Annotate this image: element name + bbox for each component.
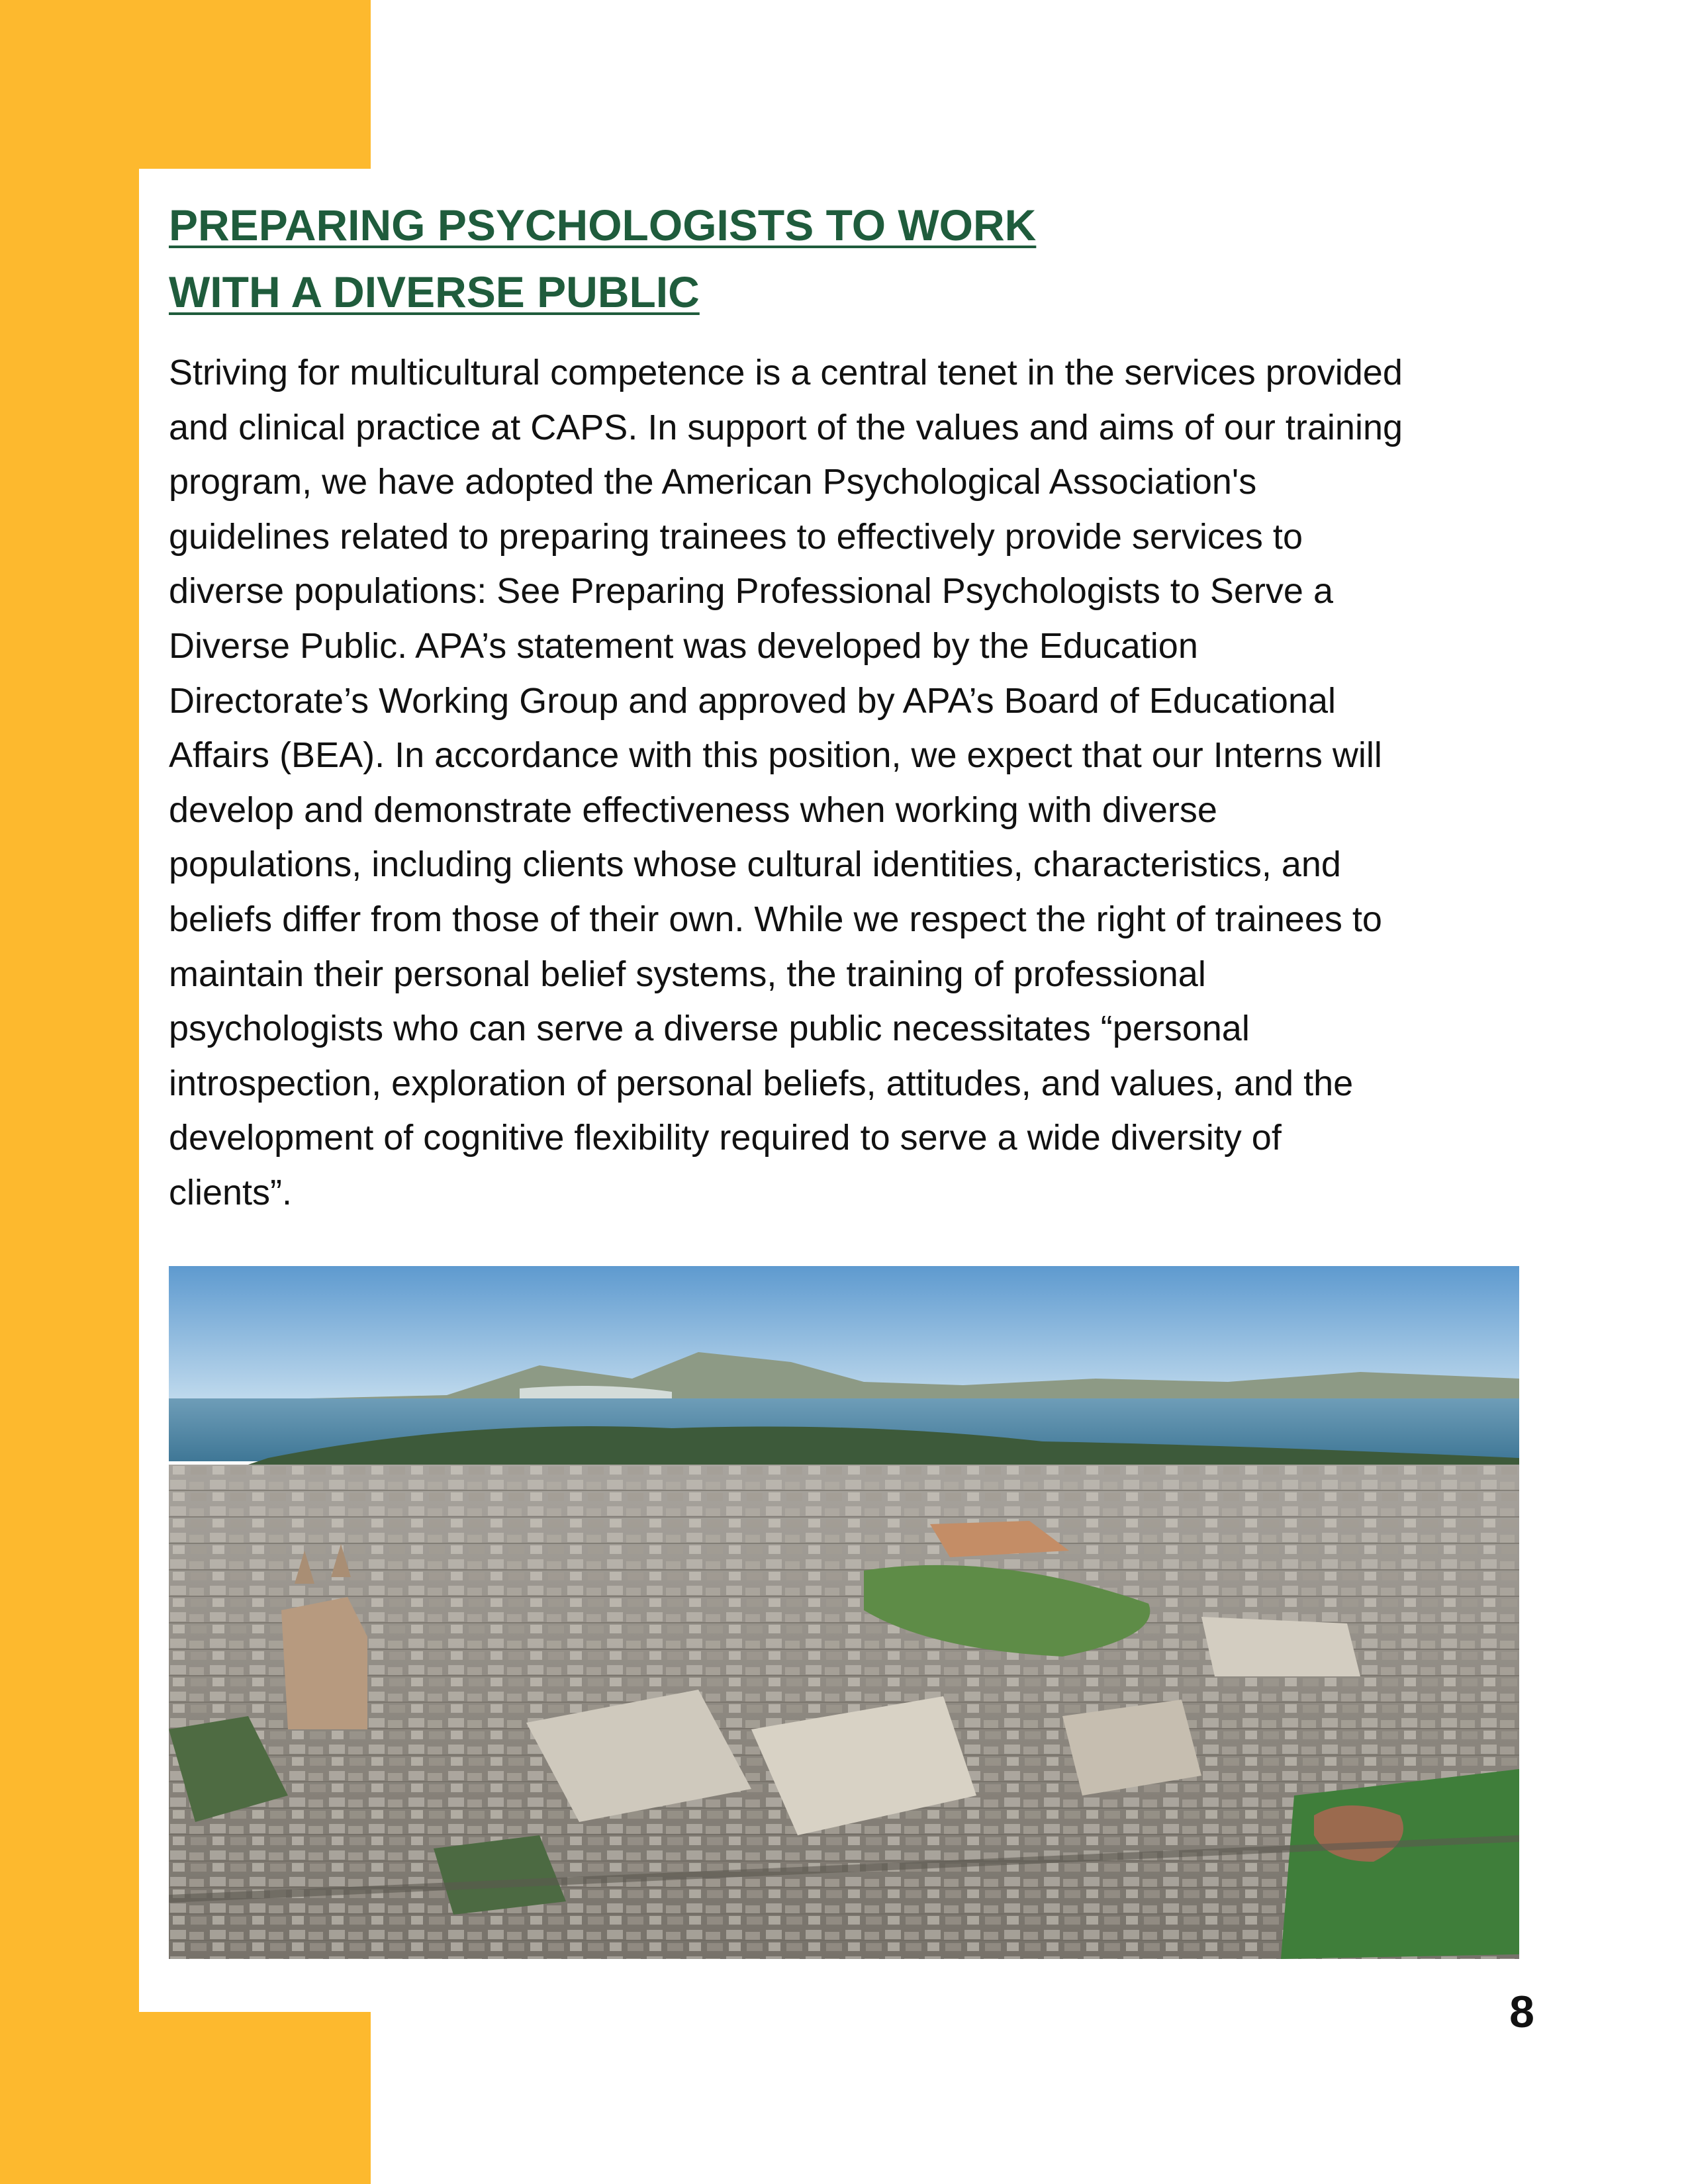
body-line: Affairs (BEA). In accordance with this position, we expect that our Interns will xyxy=(169,735,1382,776)
heading-line-2: WITH A DIVERSE PUBLIC xyxy=(169,267,700,316)
accent-bar-bottom xyxy=(0,2012,371,2184)
body-line: Directorate’s Working Group and approved by APA’s Board of Educational xyxy=(169,680,1336,721)
page-number: 8 xyxy=(1509,1987,1534,2037)
body-line: Diverse Public. APA’s statement was developed by the Education xyxy=(169,625,1198,666)
body-line: Striving for multicultural competence is a central tenet in the services provided xyxy=(169,353,1403,392)
body-line: guidelines related to preparing trainees to effectively provide services to xyxy=(169,516,1303,557)
body-line: introspection, exploration of personal beliefs, attitudes, and values, and the xyxy=(169,1063,1354,1103)
body-line: maintain their personal belief systems, the training of professional xyxy=(169,954,1206,994)
body-line: psychologists who can serve a diverse public necessitates “personal xyxy=(169,1009,1250,1049)
body-line: development of cognitive flexibility required to serve a wide diversity of xyxy=(169,1118,1282,1158)
body-line: diverse populations: See Preparing Professional Psychologists to Serve a xyxy=(169,571,1333,612)
body-line: beliefs differ from those of their own. While we respect the right of trainees to xyxy=(169,899,1382,939)
section-heading xyxy=(169,192,1526,326)
body-paragraph xyxy=(169,345,1559,1220)
body-line: develop and demonstrate effectiveness when working with diverse xyxy=(169,790,1217,830)
body-line: populations, including clients whose cultural identities, characteristics, and xyxy=(169,844,1341,885)
campus-aerial-photo xyxy=(169,1266,1519,1959)
heading-line-1: PREPARING PSYCHOLOGISTS TO WORK xyxy=(169,201,1037,250)
body-line: and clinical practice at CAPS. In support of the values and aims of our training xyxy=(169,407,1403,447)
body-line: clients”. xyxy=(169,1172,293,1212)
body-line: program, we have adopted the American Psychological Association's xyxy=(169,462,1257,502)
accent-bar-left xyxy=(0,0,139,2184)
